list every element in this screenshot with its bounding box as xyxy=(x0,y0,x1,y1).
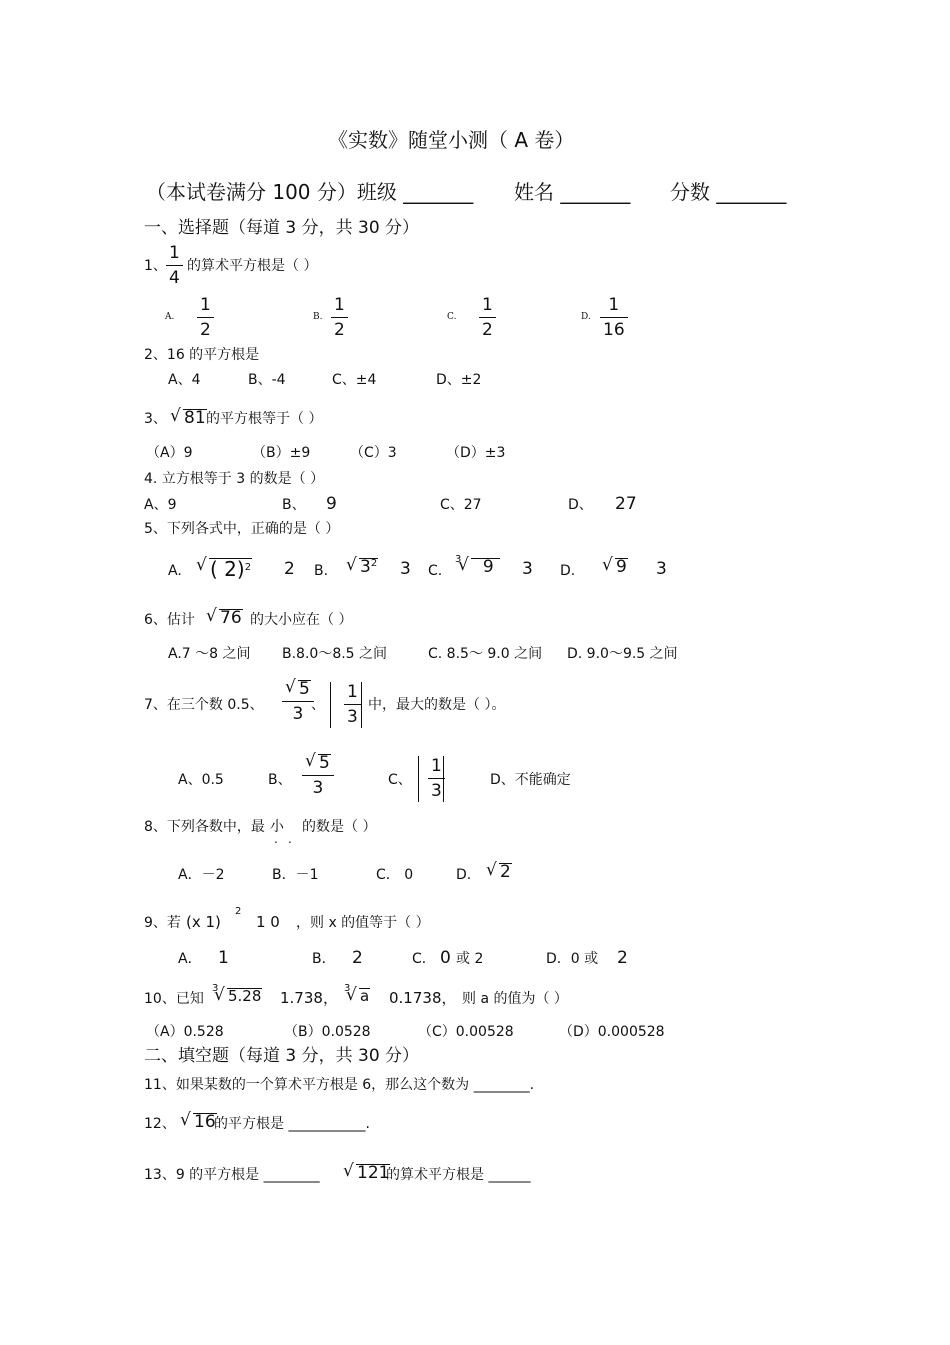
q6-radicand: 76 xyxy=(220,608,242,628)
q5-opt-c-index: 3 xyxy=(455,554,462,565)
q3-opt-d: （D）±3 xyxy=(446,445,506,461)
q6-post: 的大小应在（ ） xyxy=(250,612,353,628)
q4-opt-b-label: B、 xyxy=(282,497,306,513)
q1-opt-d-den: 16 xyxy=(603,320,625,340)
q3-stem: 的平方根等于（ ） xyxy=(206,411,323,427)
q9-opt-a-value: 1 xyxy=(218,948,229,968)
q4-opt-b-value: 9 xyxy=(326,494,337,514)
q11-text: 11、如果某数的一个算术平方根是 6，那么这个数为 ________. xyxy=(144,1077,535,1093)
q8-pre: 8、下列各数中，最 xyxy=(144,819,265,835)
q10-radical-2 xyxy=(346,988,370,1004)
q9-sup: 2 xyxy=(235,906,242,917)
q7-frac-a-rad: 5 xyxy=(299,679,310,699)
q6-radical xyxy=(206,609,243,627)
q9-opt-c-value: 0 xyxy=(440,948,451,968)
q4-opt-d-label: D、 xyxy=(568,497,593,513)
q3-opt-c: （C）3 xyxy=(350,445,397,461)
q2-opt-d: D、±2 xyxy=(436,372,482,388)
q5-opt-a-sup: 2 xyxy=(244,562,252,573)
q5-opt-a-inner: ( 2) xyxy=(210,557,245,581)
q9-opt-b-label: B． xyxy=(312,951,336,967)
q13-pre: 13、9 的平方根是 ________ xyxy=(144,1167,320,1183)
q6-opt-c: C. 8.5～ 9.0 之间 xyxy=(428,646,543,662)
q4-opt-c: C、27 xyxy=(440,497,482,513)
q1-frac-num: 1 xyxy=(166,245,183,266)
q7-opt-c-den: 3 xyxy=(431,781,442,801)
q10-val-2: 0.1738， xyxy=(389,989,457,1007)
q10-opt-d: （D）0.000528 xyxy=(559,1024,665,1040)
q10-radicand-2: a xyxy=(360,987,370,1005)
q1-frac-den: 4 xyxy=(169,268,180,288)
q7-opt-b-label: B、 xyxy=(268,772,292,788)
q2-opt-a: A、4 xyxy=(168,372,201,388)
q1-opt-d-num: 1 xyxy=(600,297,628,318)
q10-pre: 10、已知 xyxy=(144,991,204,1007)
q3-opt-a: （A）9 xyxy=(146,445,193,461)
q12-radical xyxy=(180,1113,217,1131)
q7-frac-b xyxy=(344,684,361,726)
q7-frac-b-den: 3 xyxy=(347,707,358,727)
q1-opt-c-fraction xyxy=(479,297,496,339)
q7-opt-c-frac xyxy=(428,758,445,800)
q10-val-1: 1.738， xyxy=(280,989,338,1007)
q9-opt-d-label: D．0 或 xyxy=(546,951,599,967)
q7-sep: 、 xyxy=(311,697,325,713)
header-full-score: （本试卷满分 100 分）班级 _______ xyxy=(146,180,474,204)
q10-opt-b: （B）0.0528 xyxy=(284,1024,371,1040)
q1-number: 1、 xyxy=(144,258,167,274)
q7-opt-b-frac xyxy=(302,754,334,797)
q13-radicand: 121 xyxy=(357,1163,390,1183)
q12-pre: 12、 xyxy=(144,1116,176,1132)
q10-index-1: 3 xyxy=(212,983,219,994)
q6-opt-d: D. 9.0～9.5 之间 xyxy=(567,646,678,662)
q9-expr: (x 1) xyxy=(186,913,221,931)
q3-opt-b: （B）±9 xyxy=(252,445,311,461)
q5-opt-b-radical xyxy=(346,558,378,576)
q8-opt-b: B．－1 xyxy=(272,867,319,883)
section-fill-title: 二、填空题（每道 3 分，共 30 分） xyxy=(144,1046,420,1066)
q1-fraction xyxy=(166,245,183,287)
q5-opt-a-label: A. xyxy=(168,563,182,579)
q5-opt-b-inner: 3 xyxy=(360,557,371,577)
q5-opt-d-inner: 9 xyxy=(616,557,627,577)
q1-opt-a-den: 2 xyxy=(200,320,211,340)
q1-stem: 的算术平方根是（ ） xyxy=(187,258,318,274)
q7-post: 中，最大的数是（ ）。 xyxy=(368,697,506,713)
q8-opt-c: C． 0 xyxy=(376,867,414,883)
q5-opt-c-radical xyxy=(458,558,500,576)
q13-post: 的算术平方根是 ______ xyxy=(386,1167,531,1183)
q4-opt-d-value: 27 xyxy=(615,494,637,514)
q7-frac-a-den: 3 xyxy=(292,704,304,724)
q7-pre: 7、在三个数 0.5、 xyxy=(144,697,264,713)
q6-opt-b: B.8.0～8.5 之间 xyxy=(282,646,388,662)
q1-opt-d-label: D. xyxy=(581,312,591,322)
q13-radical xyxy=(343,1164,390,1182)
q6-opt-a: A.7 ～8 之间 xyxy=(168,646,251,662)
q3-radicand: 81 xyxy=(184,408,206,428)
q1-opt-b-den: 2 xyxy=(334,320,345,340)
q9-opt-d-value: 2 xyxy=(617,948,628,968)
q1-opt-c-den: 2 xyxy=(482,320,493,340)
q1-opt-d-fraction xyxy=(600,297,628,339)
q8-emph: 小 xyxy=(270,819,284,835)
q3-number: 3、 xyxy=(144,411,167,427)
q5-opt-b-rhs: 3 xyxy=(400,559,411,579)
q10-index-2: 3 xyxy=(344,983,351,994)
q1-opt-b-fraction xyxy=(331,297,348,339)
q10-opt-c: （C）0.00528 xyxy=(418,1024,514,1040)
q7-opt-b-den: 3 xyxy=(312,778,324,798)
q5-opt-b-label: B. xyxy=(314,563,329,579)
q10-radicand-1: 5.28 xyxy=(228,987,262,1005)
q1-opt-b-num: 1 xyxy=(331,297,348,318)
q1-opt-c-label: C. xyxy=(447,312,457,322)
q5-opt-c-inner: 9 xyxy=(482,557,494,577)
q8-opt-d-radicand: 2 xyxy=(500,862,511,882)
q7-frac-a xyxy=(282,680,314,723)
q2-opt-c: C、±4 xyxy=(332,372,377,388)
q8-opt-d-radical xyxy=(486,863,512,881)
q5-opt-b-sup: 2 xyxy=(370,558,378,569)
q7-frac-b-num: 1 xyxy=(344,684,361,705)
q2-stem: 2、16 的平方根是 xyxy=(144,347,260,363)
q10-opt-a: （A）0.528 xyxy=(146,1024,224,1040)
q9-post: ，则 x 的值等于（ ） xyxy=(296,915,430,931)
q1-opt-a-num: 1 xyxy=(197,297,214,318)
q1-opt-c-num: 1 xyxy=(479,297,496,318)
q8-emph-dot-2: . xyxy=(288,832,292,846)
q9-opt-a-label: A． xyxy=(178,951,202,967)
q9-mid: 1 0 xyxy=(256,913,280,931)
q5-stem: 5、下列各式中，正确的是（ ） xyxy=(144,521,340,537)
q4-stem: 4. 立方根等于 3 的数是（ ） xyxy=(144,471,325,487)
q4-opt-a: A、9 xyxy=(144,497,177,513)
q3-radical xyxy=(170,409,207,427)
q10-radical-1 xyxy=(214,988,262,1004)
q2-opt-b: B、-4 xyxy=(248,372,286,388)
q7-opt-b-rad: 5 xyxy=(319,753,330,773)
q8-post: 的数是（ ） xyxy=(302,819,377,835)
q12-radicand: 16 xyxy=(194,1112,216,1132)
q7-opt-a: A、0.5 xyxy=(178,772,224,788)
q8-emph-dot: . xyxy=(274,832,278,846)
q9-opt-c-label: C． xyxy=(412,951,436,967)
header-score: 分数 _______ xyxy=(670,180,787,204)
q1-opt-a-fraction xyxy=(197,297,214,339)
q5-opt-d-label: D. xyxy=(560,563,576,579)
q10-post: 则 a 的值为（ ） xyxy=(462,991,568,1007)
page-title: 《实数》随堂小测（ A 卷） xyxy=(328,128,575,152)
q5-opt-c-label: C. xyxy=(428,563,443,579)
q9-opt-b-value: 2 xyxy=(352,948,363,968)
q9-pre: 9、若 xyxy=(144,915,181,931)
section-choice-title: 一、选择题（每道 3 分，共 30 分） xyxy=(144,218,420,238)
q5-opt-d-radical xyxy=(602,558,628,576)
q1-opt-b-label: B. xyxy=(313,312,323,322)
q8-opt-a: A．－2 xyxy=(178,867,225,883)
q1-opt-a-label: A. xyxy=(165,312,175,322)
q5-opt-c-rhs: 3 xyxy=(522,559,533,579)
q5-opt-d-rhs: 3 xyxy=(656,559,667,579)
q5-opt-a-rhs: 2 xyxy=(284,559,295,579)
q12-post: 的平方根是 ___________. xyxy=(214,1116,370,1132)
q7-opt-c-num: 1 xyxy=(428,758,445,779)
q7-opt-d: D、不能确定 xyxy=(490,772,571,788)
q5-opt-a-radical xyxy=(196,558,252,580)
q6-pre: 6、估计 xyxy=(144,612,195,628)
q7-opt-c-label: C、 xyxy=(388,772,412,788)
header-name: 姓名 _______ xyxy=(514,180,631,204)
q9-opt-c-tail: 或 2 xyxy=(456,951,484,967)
q8-opt-d-label: D. xyxy=(456,867,472,883)
